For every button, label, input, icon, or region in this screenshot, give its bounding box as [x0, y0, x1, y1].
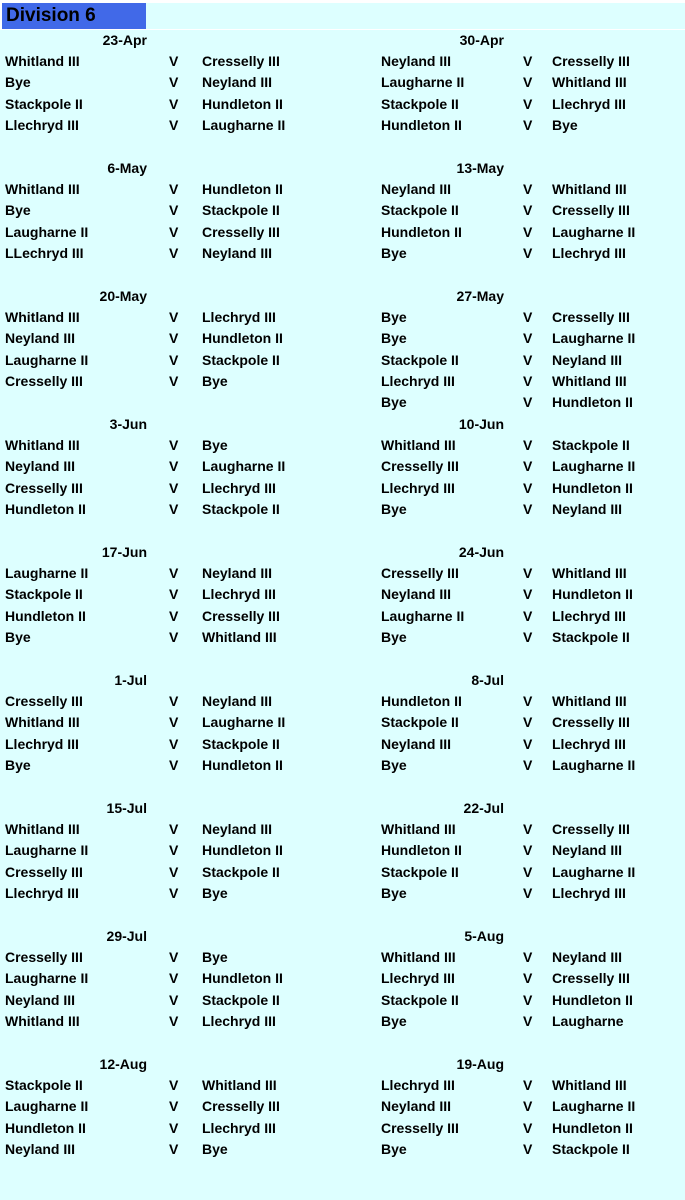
- away-team[interactable]: Stackpole II: [202, 864, 280, 880]
- versus-label[interactable]: V: [169, 53, 179, 69]
- home-team[interactable]: Whitland III: [5, 53, 80, 69]
- home-team[interactable]: Laugharne II: [381, 608, 465, 624]
- versus-label[interactable]: V: [169, 309, 179, 325]
- away-team[interactable]: Whitland III: [552, 181, 627, 197]
- versus-label[interactable]: V: [169, 96, 179, 112]
- versus-label[interactable]: V: [523, 1013, 533, 1029]
- versus-label[interactable]: V: [169, 458, 179, 474]
- away-team[interactable]: Cresselly III: [552, 53, 630, 69]
- home-team[interactable]: Bye: [381, 245, 407, 261]
- home-team[interactable]: Bye: [381, 757, 407, 773]
- home-team[interactable]: Neyland III: [5, 1141, 76, 1157]
- versus-label[interactable]: V: [169, 629, 179, 645]
- home-team[interactable]: Neyland III: [381, 736, 452, 752]
- versus-label[interactable]: V: [523, 501, 533, 517]
- away-team[interactable]: Neyland III: [552, 352, 623, 368]
- away-team[interactable]: Laugharne II: [202, 714, 286, 730]
- away-team[interactable]: Stackpole II: [552, 437, 630, 453]
- versus-label[interactable]: V: [523, 693, 533, 709]
- home-team[interactable]: Cresselly III: [381, 458, 459, 474]
- versus-label[interactable]: V: [169, 885, 179, 901]
- home-team[interactable]: Stackpole II: [381, 714, 459, 730]
- home-team[interactable]: Hundleton II: [5, 608, 86, 624]
- versus-label[interactable]: V: [169, 373, 179, 389]
- home-team[interactable]: Whitland III: [381, 821, 456, 837]
- away-team[interactable]: Whitland III: [552, 565, 627, 581]
- versus-label[interactable]: V: [169, 565, 179, 581]
- versus-label[interactable]: V: [523, 949, 533, 965]
- versus-label[interactable]: V: [523, 458, 533, 474]
- home-team[interactable]: Neyland III: [5, 458, 76, 474]
- versus-label[interactable]: V: [523, 629, 533, 645]
- away-team[interactable]: Neyland III: [202, 693, 273, 709]
- away-team[interactable]: Whitland III: [202, 1077, 277, 1093]
- away-team[interactable]: Cresselly III: [552, 202, 630, 218]
- round-date[interactable]: 10-Jun: [458, 416, 504, 432]
- versus-label[interactable]: V: [169, 181, 179, 197]
- away-team[interactable]: Hundleton II: [552, 1120, 633, 1136]
- versus-label[interactable]: V: [523, 352, 533, 368]
- round-date[interactable]: 8-Jul: [471, 672, 504, 688]
- away-team[interactable]: Llechryd III: [552, 608, 626, 624]
- versus-label[interactable]: V: [169, 1120, 179, 1136]
- home-team[interactable]: Hundleton II: [381, 224, 462, 240]
- versus-label[interactable]: V: [523, 74, 533, 90]
- away-team[interactable]: Hundleton II: [202, 330, 283, 346]
- home-team[interactable]: Cresselly III: [5, 480, 83, 496]
- away-team[interactable]: Hundleton II: [552, 992, 633, 1008]
- versus-label[interactable]: V: [523, 245, 533, 261]
- away-team[interactable]: Cresselly III: [552, 970, 630, 986]
- versus-label[interactable]: V: [169, 480, 179, 496]
- home-team[interactable]: Laugharne II: [5, 565, 89, 581]
- versus-label[interactable]: V: [169, 501, 179, 517]
- away-team[interactable]: Neyland III: [552, 501, 623, 517]
- home-team[interactable]: Stackpole II: [381, 864, 459, 880]
- versus-label[interactable]: V: [169, 842, 179, 858]
- home-team[interactable]: Whitland III: [5, 181, 80, 197]
- away-team[interactable]: Hundleton II: [552, 480, 633, 496]
- away-team[interactable]: Llechryd III: [202, 1120, 276, 1136]
- versus-label[interactable]: V: [169, 202, 179, 218]
- home-team[interactable]: Cresselly III: [5, 864, 83, 880]
- round-date[interactable]: 19-Aug: [456, 1056, 504, 1072]
- versus-label[interactable]: V: [523, 437, 533, 453]
- away-team[interactable]: Neyland III: [202, 245, 273, 261]
- away-team[interactable]: Hundleton II: [552, 394, 633, 410]
- home-team[interactable]: Stackpole II: [5, 586, 83, 602]
- away-team[interactable]: Llechryd III: [202, 480, 276, 496]
- versus-label[interactable]: V: [169, 608, 179, 624]
- away-team[interactable]: Laugharne II: [552, 458, 636, 474]
- versus-label[interactable]: V: [523, 736, 533, 752]
- away-team[interactable]: Bye: [552, 117, 578, 133]
- home-team[interactable]: Bye: [5, 757, 31, 773]
- home-team[interactable]: Bye: [381, 330, 407, 346]
- away-team[interactable]: Stackpole II: [552, 629, 630, 645]
- title-row: [0, 0, 685, 30]
- away-team[interactable]: Laugharne II: [202, 458, 286, 474]
- versus-label[interactable]: V: [169, 437, 179, 453]
- home-team[interactable]: Cresselly III: [381, 565, 459, 581]
- round-date[interactable]: 12-Aug: [99, 1056, 147, 1072]
- away-team[interactable]: Neyland III: [202, 565, 273, 581]
- away-team[interactable]: Neyland III: [202, 74, 273, 90]
- versus-label[interactable]: V: [169, 1141, 179, 1157]
- round-date[interactable]: 27-May: [456, 288, 504, 304]
- home-team[interactable]: Hundleton II: [381, 117, 462, 133]
- home-team[interactable]: Laugharne II: [5, 842, 89, 858]
- versus-label[interactable]: V: [169, 992, 179, 1008]
- away-team[interactable]: Bye: [202, 373, 228, 389]
- away-team[interactable]: Bye: [202, 1141, 228, 1157]
- away-team[interactable]: Hundleton II: [202, 96, 283, 112]
- versus-label[interactable]: V: [523, 565, 533, 581]
- home-team[interactable]: Stackpole II: [5, 96, 83, 112]
- home-team[interactable]: Llechryd III: [5, 885, 79, 901]
- home-team[interactable]: Stackpole II: [381, 992, 459, 1008]
- away-team[interactable]: Cresselly III: [202, 608, 280, 624]
- versus-label[interactable]: V: [523, 885, 533, 901]
- versus-label[interactable]: V: [169, 757, 179, 773]
- home-team[interactable]: Bye: [381, 394, 407, 410]
- home-team[interactable]: Llechryd III: [5, 736, 79, 752]
- home-team[interactable]: Laugharne II: [5, 224, 89, 240]
- away-team[interactable]: Hundleton II: [202, 970, 283, 986]
- home-team[interactable]: Bye: [381, 1141, 407, 1157]
- away-team[interactable]: Laugharne II: [552, 864, 636, 880]
- away-team[interactable]: Laugharne II: [552, 224, 636, 240]
- home-team[interactable]: Cresselly III: [5, 373, 83, 389]
- away-team[interactable]: Hundleton II: [202, 842, 283, 858]
- away-team[interactable]: Stackpole II: [202, 202, 280, 218]
- away-team[interactable]: Llechryd III: [552, 885, 626, 901]
- away-team[interactable]: Whitland III: [552, 373, 627, 389]
- home-team[interactable]: Hundleton II: [381, 693, 462, 709]
- versus-label[interactable]: V: [169, 224, 179, 240]
- home-team[interactable]: Hundleton II: [5, 501, 86, 517]
- home-team[interactable]: Whitland III: [381, 437, 456, 453]
- round-date[interactable]: 1-Jul: [114, 672, 147, 688]
- home-team[interactable]: Laugharne II: [5, 1098, 89, 1114]
- away-team[interactable]: Llechryd III: [552, 245, 626, 261]
- versus-label[interactable]: V: [523, 202, 533, 218]
- away-team[interactable]: Stackpole II: [552, 1141, 630, 1157]
- home-team[interactable]: Neyland III: [381, 586, 452, 602]
- home-team[interactable]: Stackpole II: [5, 1077, 83, 1093]
- home-team[interactable]: Stackpole II: [381, 202, 459, 218]
- home-team[interactable]: Llechryd III: [381, 373, 455, 389]
- versus-label[interactable]: V: [523, 394, 533, 410]
- versus-label[interactable]: V: [523, 1120, 533, 1136]
- home-team[interactable]: Whitland III: [5, 821, 80, 837]
- versus-label[interactable]: V: [169, 117, 179, 133]
- title-row-fill: [146, 3, 685, 29]
- versus-label[interactable]: V: [523, 1141, 533, 1157]
- home-team[interactable]: Whitland III: [5, 309, 80, 325]
- away-team[interactable]: Laugharne II: [552, 757, 636, 773]
- away-team[interactable]: Cresselly III: [202, 53, 280, 69]
- versus-label[interactable]: V: [523, 53, 533, 69]
- versus-label[interactable]: V: [523, 864, 533, 880]
- versus-label[interactable]: V: [169, 245, 179, 261]
- away-team[interactable]: Whitland III: [202, 629, 277, 645]
- versus-label[interactable]: V: [523, 1098, 533, 1114]
- home-team[interactable]: Bye: [381, 885, 407, 901]
- division-title[interactable]: Division 6: [2, 3, 146, 29]
- home-team[interactable]: Neyland III: [381, 1098, 452, 1114]
- home-team[interactable]: Neyland III: [381, 53, 452, 69]
- versus-label[interactable]: V: [169, 970, 179, 986]
- home-team[interactable]: Stackpole II: [381, 352, 459, 368]
- away-team[interactable]: Llechryd III: [552, 96, 626, 112]
- away-team[interactable]: Stackpole II: [202, 992, 280, 1008]
- home-team[interactable]: Whitland III: [5, 437, 80, 453]
- home-team[interactable]: Cresselly III: [5, 693, 83, 709]
- home-team[interactable]: Whitland III: [5, 1013, 80, 1029]
- away-team[interactable]: Whitland III: [552, 693, 627, 709]
- away-team[interactable]: Cresselly III: [202, 1098, 280, 1114]
- round-date[interactable]: 5-Aug: [464, 928, 504, 944]
- away-team[interactable]: Bye: [202, 885, 228, 901]
- away-team[interactable]: Laugharne: [552, 1013, 624, 1029]
- versus-label[interactable]: V: [523, 480, 533, 496]
- versus-label[interactable]: V: [169, 714, 179, 730]
- versus-label[interactable]: V: [523, 330, 533, 346]
- round-date[interactable]: 23-Apr: [102, 32, 147, 48]
- home-team[interactable]: Llechryd III: [381, 970, 455, 986]
- away-team[interactable]: Stackpole II: [202, 352, 280, 368]
- versus-label[interactable]: V: [523, 970, 533, 986]
- round-date[interactable]: 20-May: [99, 288, 147, 304]
- home-team[interactable]: Whitland III: [381, 949, 456, 965]
- away-team[interactable]: Bye: [202, 437, 228, 453]
- versus-label[interactable]: V: [523, 96, 533, 112]
- away-team[interactable]: Laugharne II: [552, 330, 636, 346]
- home-team[interactable]: Stackpole II: [381, 96, 459, 112]
- home-team[interactable]: Neyland III: [5, 992, 76, 1008]
- away-team[interactable]: Cresselly III: [202, 224, 280, 240]
- round-date[interactable]: 17-Jun: [101, 544, 147, 560]
- home-team[interactable]: Laugharne II: [5, 352, 89, 368]
- home-team[interactable]: Bye: [381, 1013, 407, 1029]
- versus-label[interactable]: V: [169, 74, 179, 90]
- round-date[interactable]: 15-Jul: [106, 800, 147, 816]
- versus-label[interactable]: V: [169, 1013, 179, 1029]
- away-team[interactable]: Neyland III: [202, 821, 273, 837]
- versus-label[interactable]: V: [169, 1098, 179, 1114]
- away-team[interactable]: Laugharne II: [552, 1098, 636, 1114]
- home-team[interactable]: Hundleton II: [5, 1120, 86, 1136]
- away-team[interactable]: Whitland III: [552, 74, 627, 90]
- home-team[interactable]: Neyland III: [381, 181, 452, 197]
- round-date[interactable]: 29-Jul: [106, 928, 147, 944]
- home-team[interactable]: Llechryd III: [381, 1077, 455, 1093]
- round-date[interactable]: 24-Jun: [458, 544, 504, 560]
- versus-label[interactable]: V: [523, 842, 533, 858]
- away-team[interactable]: Cresselly III: [552, 309, 630, 325]
- home-team[interactable]: Bye: [5, 629, 31, 645]
- versus-label[interactable]: V: [169, 352, 179, 368]
- versus-label[interactable]: V: [169, 330, 179, 346]
- versus-label[interactable]: V: [523, 821, 533, 837]
- versus-label[interactable]: V: [169, 693, 179, 709]
- versus-label[interactable]: V: [169, 821, 179, 837]
- away-team[interactable]: Llechryd III: [202, 586, 276, 602]
- versus-label[interactable]: V: [523, 373, 533, 389]
- away-team[interactable]: Llechryd III: [552, 736, 626, 752]
- home-team[interactable]: Whitland III: [5, 714, 80, 730]
- versus-label[interactable]: V: [523, 757, 533, 773]
- round-date[interactable]: 22-Jul: [463, 800, 504, 816]
- away-team[interactable]: Hundleton II: [202, 181, 283, 197]
- versus-label[interactable]: V: [169, 586, 179, 602]
- home-team[interactable]: Laugharne II: [381, 74, 465, 90]
- away-team[interactable]: Stackpole II: [202, 736, 280, 752]
- home-team[interactable]: Cresselly III: [381, 1120, 459, 1136]
- versus-label[interactable]: V: [169, 949, 179, 965]
- home-team[interactable]: LLechryd III: [5, 245, 84, 261]
- away-team[interactable]: Neyland III: [552, 949, 623, 965]
- versus-label[interactable]: V: [523, 992, 533, 1008]
- home-team[interactable]: Hundleton II: [381, 842, 462, 858]
- away-team[interactable]: Whitland III: [552, 1077, 627, 1093]
- home-team[interactable]: Cresselly III: [5, 949, 83, 965]
- home-team[interactable]: Neyland III: [5, 330, 76, 346]
- round-date[interactable]: 6-May: [107, 160, 147, 176]
- home-team[interactable]: Bye: [5, 202, 31, 218]
- versus-label[interactable]: V: [523, 586, 533, 602]
- round-date[interactable]: 3-Jun: [109, 416, 147, 432]
- away-team[interactable]: Hundleton II: [552, 586, 633, 602]
- home-team[interactable]: Llechryd III: [5, 117, 79, 133]
- away-team[interactable]: Neyland III: [552, 842, 623, 858]
- versus-label[interactable]: V: [523, 117, 533, 133]
- versus-label[interactable]: V: [169, 736, 179, 752]
- home-team[interactable]: Llechryd III: [381, 480, 455, 496]
- versus-label[interactable]: V: [523, 608, 533, 624]
- home-team[interactable]: Laugharne II: [5, 970, 89, 986]
- home-team[interactable]: Bye: [381, 501, 407, 517]
- away-team[interactable]: Cresselly III: [552, 821, 630, 837]
- versus-label[interactable]: V: [169, 864, 179, 880]
- home-team[interactable]: Bye: [381, 309, 407, 325]
- versus-label[interactable]: V: [523, 181, 533, 197]
- versus-label[interactable]: V: [523, 224, 533, 240]
- round-date[interactable]: 13-May: [456, 160, 504, 176]
- away-team[interactable]: Llechryd III: [202, 1013, 276, 1029]
- versus-label[interactable]: V: [523, 309, 533, 325]
- away-team[interactable]: Hundleton II: [202, 757, 283, 773]
- round-date[interactable]: 30-Apr: [459, 32, 504, 48]
- versus-label[interactable]: V: [523, 1077, 533, 1093]
- away-team[interactable]: Laugharne II: [202, 117, 286, 133]
- home-team[interactable]: Bye: [381, 629, 407, 645]
- versus-label[interactable]: V: [523, 714, 533, 730]
- away-team[interactable]: Stackpole II: [202, 501, 280, 517]
- versus-label[interactable]: V: [169, 1077, 179, 1093]
- away-team[interactable]: Bye: [202, 949, 228, 965]
- away-team[interactable]: Cresselly III: [552, 714, 630, 730]
- home-team[interactable]: Bye: [5, 74, 31, 90]
- away-team[interactable]: Llechryd III: [202, 309, 276, 325]
